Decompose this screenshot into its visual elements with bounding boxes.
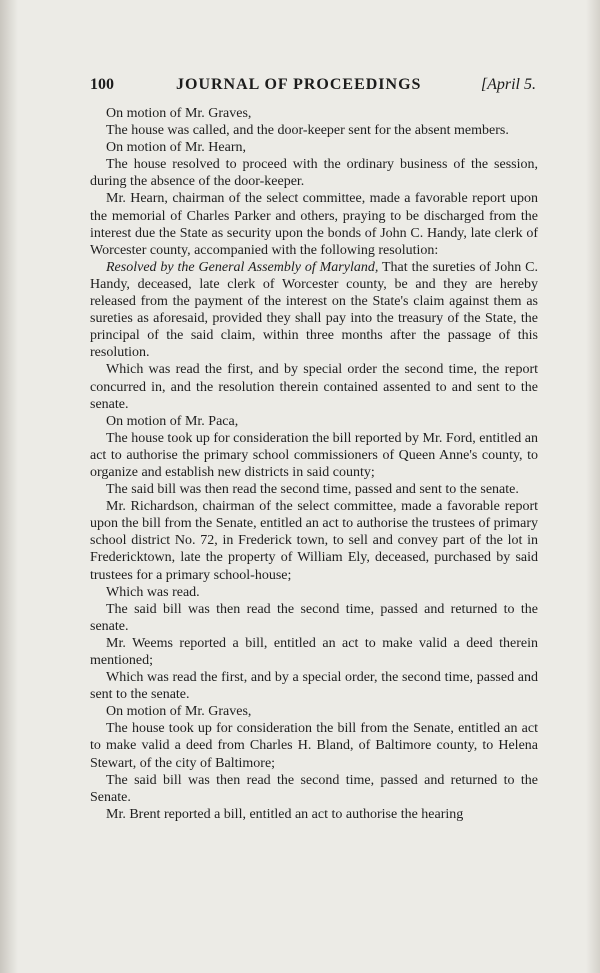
paragraph: Mr. Richardson, chairman of the select committee, made a favorable report upon the bill from the Senate, entitled an act to authorise the trustees of primary school district No. 72, in Frederick town, to sell and convey part of the lot in Fredericktown, late the property of William Ely, deceased, purchased by said trustees for a primary school-house; [90,499,538,583]
paragraph: On motion of Mr. Graves, [106,106,252,121]
paragraph: On motion of Mr. Paca, [106,413,239,429]
paragraph: The house resolved to proceed with the ordinary business of the session, during the absence of the door-keeper. [90,157,538,190]
page-edge-right [586,0,600,973]
journal-title: JOURNAL OF PROCEEDINGS [176,76,422,93]
resolution-paragraph [90,259,538,362]
paragraph: Mr. Hearn, chairman of the select committee, made a favorable report upon the memorial of Charles Parker and others, praying to be discharged from the interest due the State as security upon the bonds of John C. Handy, late clerk of Worcester county, accompanied with the following resolution: [90,191,538,258]
header-date: [April 5. [480,76,536,93]
paragraph: Which was read the first, and by a special order, the second time, passed and sent to the senate. [90,670,538,703]
paragraph: On motion of Mr. Hearn, [106,140,246,156]
paragraph: The said bill was then read the second time, passed and returned to the senate. [90,601,538,634]
paragraph: Mr. Brent reported a bill, entitled an act to authorise the hearing [106,806,464,822]
paragraph: Which was read. [106,584,200,600]
paragraph: Which was read the first, and by special order the second time, the report concurred in, and the resolution therein contained assented to and sent to the senate. [90,362,538,412]
paragraph: The said bill was then read the second time, passed and returned to the Senate. [90,772,538,805]
resolution-text: That the sureties of John C. Handy, deceased, late clerk of Worcester county, be and they are hereby released from the payment of the interest on the State's claim against them as sureties as aforesaid, provided they shall pay into the treasury of the State, the principal of the said claim, within three months after the passage of this resolution. [90,259,538,361]
running-header [90,76,536,96]
resolution-heading: Resolved by the General Assembly of Maryland, [106,259,379,275]
paragraph: The house was called, and the door-keeper sent for the absent members. [106,123,509,139]
paragraph: The house took up for consideration the bill from the Senate, entitled an act to make valid a deed from Charles H. Bland, of Baltimore county, to Helena Stewart, of the city of Baltimore; [90,721,538,771]
paragraph: On motion of Mr. Graves, [106,704,252,720]
paragraph: The said bill was then read the second time, passed and sent to the senate. [106,482,519,498]
paragraph: The house took up for consideration the bill reported by Mr. Ford, entitled an act to authorise the primary school commissioners of Queen Anne's county, to organize and establish new districts in said county; [90,430,538,480]
paragraph: Mr. Weems reported a bill, entitled an act to make valid a deed therein mentioned; [90,635,538,668]
journal-body [90,105,538,823]
page-edge-left [0,0,18,973]
page-number: 100 [90,76,114,93]
